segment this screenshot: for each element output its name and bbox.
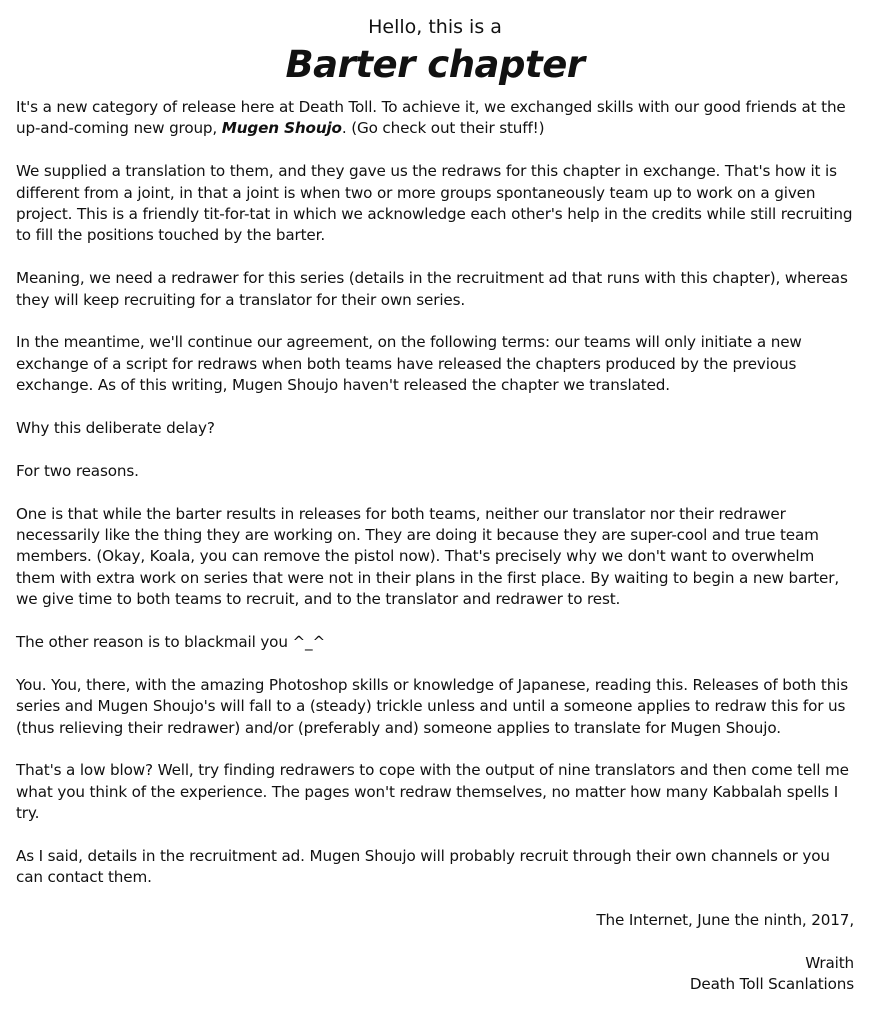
body-text bbox=[16, 97, 854, 889]
paragraph-2: We supplied a translation to them, and they gave us the redraws for this chapter in exchange. That's how it is different from a joint, in that a joint is when two or more groups spontaneously team up to work on a given project. This is a friendly tit-for-tat in which we acknowledge each other's help in the credits while still recruiting to fill the positions touched by the barter. bbox=[16, 162, 853, 245]
paragraph-1-start: It's a new category of release here at Death Toll. To achieve it, we exchanged skills with our good friends at the up-and-coming new group, bbox=[16, 98, 846, 138]
paragraph-1-end: . (Go check out their stuff!) bbox=[341, 119, 545, 138]
paragraph-10: That's a low blow? Well, try finding redrawers to cope with the output of nine translators and then come tell me what you think of the experience. The pages won't redraw themselves, no matter how many Kabbalah spells I try. bbox=[16, 761, 849, 823]
paragraph-6: For two reasons. bbox=[16, 461, 139, 480]
signature-block bbox=[16, 910, 854, 996]
heading-intro: Hello, this is a bbox=[368, 16, 502, 38]
paragraph-7: One is that while the barter results in releases for both teams, neither our translator nor their redrawer necessarily like the thing they are working on. They are doing it because they are super-cool and true team members. (Okay, Koala, you can remove the pistol now). That's precisely why we don't want to overwhelm them with extra work on series that were not in their plans in the first place. By waiting to begin a new barter, we give time to both teams to recruit, and to the translator and redrawer to rest. bbox=[16, 504, 839, 609]
paragraph-11: As I said, details in the recruitment ad. Mugen Shoujo will probably recruit through their own channels or you can contact them. bbox=[16, 847, 830, 887]
paragraph-5: Why this deliberate delay? bbox=[16, 419, 215, 438]
signature-date: The Internet, June the ninth, 2017, bbox=[596, 911, 854, 930]
signature-group: Death Toll Scanlations bbox=[689, 975, 854, 994]
group-name-emphasis: Mugen Shoujo bbox=[221, 119, 342, 138]
paragraph-3: Meaning, we need a redrawer for this series (details in the recruitment ad that runs with this chapter), whereas they will keep recruiting for a translator for their own series. bbox=[16, 269, 848, 309]
page-title: Barter chapter bbox=[285, 43, 585, 86]
paragraph-8: The other reason is to blackmail you ^_^ bbox=[16, 633, 326, 652]
paragraph-4: In the meantime, we'll continue our agreement, on the following terms: our teams will only initiate a new exchange of a script for redraws when both teams have released the chapters produced by the previous exchange. As of this writing, Mugen Shoujo haven't released the chapter we translated. bbox=[16, 333, 802, 395]
signature-author: Wraith bbox=[805, 954, 854, 973]
paragraph-1 bbox=[16, 97, 854, 140]
paragraph-9: You. You, there, with the amazing Photoshop skills or knowledge of Japanese, reading this. Releases of both this series and Mugen Shoujo's will fall to a (steady) trickle unless and until a someone applies to redraw this for us (thus relieving their redrawer) and/or (preferably and) someone applies to translate for Mugen Shoujo. bbox=[16, 675, 848, 737]
